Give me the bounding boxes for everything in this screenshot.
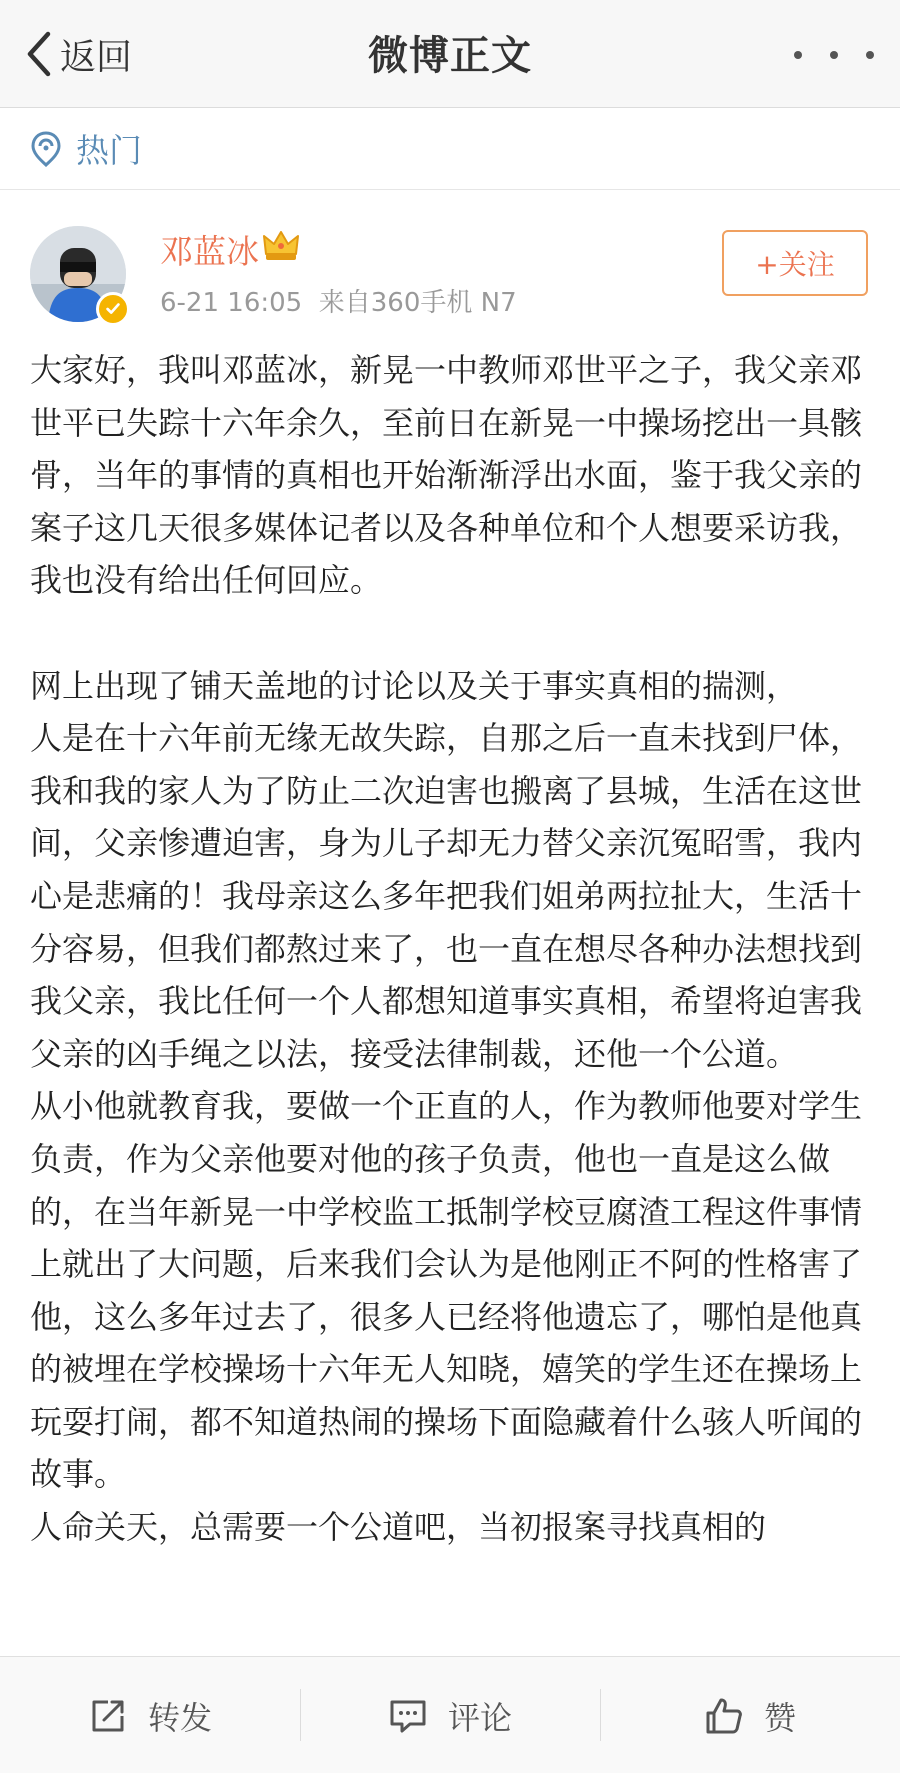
post-content — [30, 344, 872, 1554]
follow-button[interactable]: +关注 — [722, 230, 868, 296]
like-button[interactable] — [600, 1657, 900, 1774]
post-paragraph: 网上出现了铺天盖地的讨论以及关于事实真相的揣测， — [30, 666, 799, 705]
more-dots-icon — [794, 51, 802, 59]
post-paragraph: 人是在十六年前无缘无故失踪，自那之后一直未找到尸体，我和我的家人为了防止二次迫害也搬离了县城，生活在这世间，父亲惨遭迫害，身为儿子却无力替父亲沉冤昭雪，我内心是悲痛的！我母亲这么多年把我们姐弟两拉扯大，生活十分容易，但我们都熬过来了，也一直在想尽各种办法想找到我父亲，我比任何一个人都想知道事实真相，希望将迫害我父亲的凶手绳之以法，接受法律制裁，还他一个公道。 — [30, 719, 863, 1073]
repost-button[interactable] — [0, 1657, 300, 1774]
post-paragraph-blank — [30, 607, 872, 660]
repost-label: 转发 — [147, 1698, 212, 1737]
more-options-button[interactable] — [794, 40, 874, 70]
hot-topic-bar[interactable] — [0, 108, 900, 190]
username[interactable]: 邓蓝冰 — [160, 232, 259, 271]
comment-icon — [388, 1696, 428, 1736]
post-time: 6-21 16:05 — [160, 288, 303, 318]
post-paragraph: 从小他就教育我，要做一个正直的人，作为教师他要对学生负责，作为父亲他要对他的孩子负责，他也一直是这么做的，在当年新晃一中学校监工抵制学校豆腐渣工程这件事情上就出了大问题，后来我们会认为是他刚正不阿的性格害了他，这么多年过去了，很多人已经将他遗忘了，哪怕是他真的被埋在学校操场十六年无人知晓，嬉笑的学生还在操场上玩耍打闹，都不知道热闹的操场下面隐藏着什么骇人听闻的故事。 — [30, 1087, 863, 1494]
like-label: 赞 — [763, 1698, 796, 1737]
location-pin-icon — [30, 131, 62, 167]
post-paragraph: 人命关天，总需要一个公道吧，当初报案寻找真相的 — [30, 1508, 767, 1547]
post-source: 来自360手机 N7 — [318, 288, 517, 318]
verified-badge-icon — [96, 292, 130, 326]
back-label: 返回 — [60, 36, 133, 78]
hot-label: 热门 — [76, 131, 142, 170]
repost-icon — [88, 1696, 128, 1736]
post-paragraph: 大家好，我叫邓蓝冰，新晃一中教师邓世平之子，我父亲邓世平已失踪十六年余久，至前日在新晃一中操场挖出一具骸骨，当年的事情的真相也开始渐渐浮出水面，鉴于我父亲的案子这几天很多媒体记者以及各种单位和个人想要采访我，我也没有给出任何回应。 — [30, 351, 863, 600]
top-navigation-bar — [0, 0, 900, 108]
post-meta — [160, 282, 517, 319]
thumbs-up-icon — [704, 1696, 744, 1736]
crown-icon — [262, 228, 300, 262]
bottom-action-bar — [0, 1656, 900, 1773]
comment-label: 评论 — [447, 1698, 512, 1737]
page-title: 微博正文 — [368, 33, 532, 79]
comment-button[interactable] — [300, 1657, 600, 1774]
